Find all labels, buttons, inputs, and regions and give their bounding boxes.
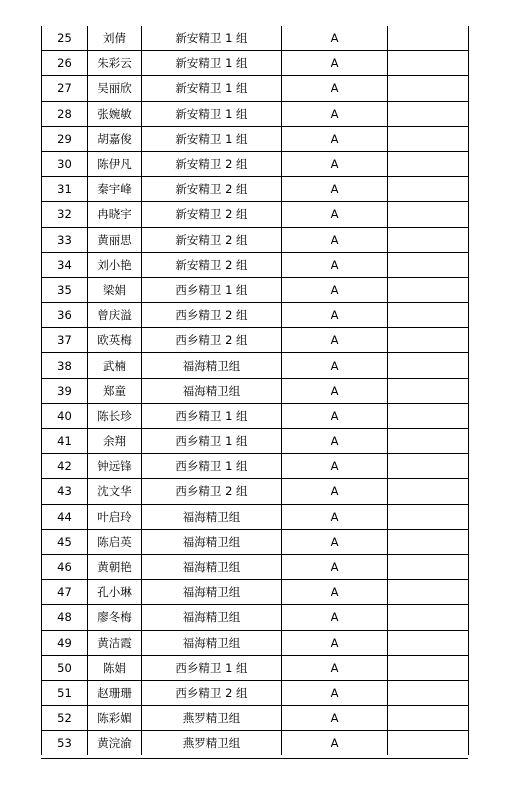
- person-name: 廖冬梅: [88, 605, 142, 630]
- grade: A: [282, 731, 388, 756]
- team-name: 福海精卫组: [142, 529, 282, 554]
- team-name: 西乡精卫 1 组: [142, 454, 282, 479]
- person-name: 赵珊珊: [88, 680, 142, 705]
- table-row: [42, 303, 469, 328]
- grade: A: [282, 403, 388, 428]
- grade: A: [282, 252, 388, 277]
- team-name: 福海精卫组: [142, 378, 282, 403]
- grade: A: [282, 580, 388, 605]
- person-name: 刘倩: [88, 26, 142, 51]
- grade: A: [282, 177, 388, 202]
- team-name: 西乡精卫 2 组: [142, 328, 282, 353]
- person-name: 张婉敏: [88, 101, 142, 126]
- table-row: [42, 101, 469, 126]
- table-row: [42, 630, 469, 655]
- table-bottom-border: [41, 758, 468, 759]
- table-row: [42, 227, 469, 252]
- note-cell: [388, 227, 469, 252]
- grade: A: [282, 353, 388, 378]
- row-number: 41: [42, 429, 88, 454]
- grade: A: [282, 504, 388, 529]
- person-name: 黄浣渝: [88, 731, 142, 756]
- note-cell: [388, 454, 469, 479]
- note-cell: [388, 177, 469, 202]
- person-name: 吴丽欣: [88, 76, 142, 101]
- team-name: 新安精卫 1 组: [142, 76, 282, 101]
- table-row: [42, 177, 469, 202]
- table-row: [42, 504, 469, 529]
- note-cell: [388, 277, 469, 302]
- team-name: 西乡精卫 2 组: [142, 303, 282, 328]
- team-name: 新安精卫 2 组: [142, 151, 282, 176]
- note-cell: [388, 378, 469, 403]
- row-number: 52: [42, 706, 88, 731]
- row-number: 34: [42, 252, 88, 277]
- row-number: 38: [42, 353, 88, 378]
- table-row: [42, 403, 469, 428]
- roster-table: [41, 26, 469, 755]
- grade: A: [282, 378, 388, 403]
- person-name: 胡嘉俊: [88, 126, 142, 151]
- row-number: 28: [42, 101, 88, 126]
- table-row: [42, 554, 469, 579]
- person-name: 朱彩云: [88, 51, 142, 76]
- team-name: 西乡精卫 2 组: [142, 479, 282, 504]
- table-row: [42, 76, 469, 101]
- note-cell: [388, 202, 469, 227]
- grade: A: [282, 227, 388, 252]
- table-row: [42, 277, 469, 302]
- table-row: [42, 378, 469, 403]
- note-cell: [388, 76, 469, 101]
- person-name: 余翔: [88, 429, 142, 454]
- person-name: 刘小艳: [88, 252, 142, 277]
- table-row: [42, 479, 469, 504]
- note-cell: [388, 252, 469, 277]
- note-cell: [388, 328, 469, 353]
- grade: A: [282, 605, 388, 630]
- row-number: 27: [42, 76, 88, 101]
- grade: A: [282, 529, 388, 554]
- row-number: 50: [42, 655, 88, 680]
- row-number: 46: [42, 554, 88, 579]
- table-row: [42, 126, 469, 151]
- person-name: 秦宇峰: [88, 177, 142, 202]
- note-cell: [388, 504, 469, 529]
- row-number: 25: [42, 26, 88, 51]
- roster-sheet: [41, 26, 468, 755]
- person-name: 黄丽思: [88, 227, 142, 252]
- row-number: 37: [42, 328, 88, 353]
- grade: A: [282, 126, 388, 151]
- note-cell: [388, 353, 469, 378]
- table-row: [42, 605, 469, 630]
- row-number: 31: [42, 177, 88, 202]
- person-name: 陈娟: [88, 655, 142, 680]
- team-name: 西乡精卫 2 组: [142, 680, 282, 705]
- note-cell: [388, 680, 469, 705]
- row-number: 44: [42, 504, 88, 529]
- team-name: 西乡精卫 1 组: [142, 429, 282, 454]
- note-cell: [388, 151, 469, 176]
- person-name: 叶启玲: [88, 504, 142, 529]
- note-cell: [388, 605, 469, 630]
- person-name: 黄洁霞: [88, 630, 142, 655]
- table-row: [42, 151, 469, 176]
- row-number: 29: [42, 126, 88, 151]
- grade: A: [282, 202, 388, 227]
- table-row: [42, 252, 469, 277]
- table-row: [42, 353, 469, 378]
- team-name: 福海精卫组: [142, 504, 282, 529]
- grade: A: [282, 706, 388, 731]
- grade: A: [282, 328, 388, 353]
- note-cell: [388, 529, 469, 554]
- grade: A: [282, 554, 388, 579]
- person-name: 黄朝艳: [88, 554, 142, 579]
- table-row: [42, 529, 469, 554]
- table-row: [42, 51, 469, 76]
- note-cell: [388, 429, 469, 454]
- team-name: 福海精卫组: [142, 605, 282, 630]
- note-cell: [388, 655, 469, 680]
- grade: A: [282, 101, 388, 126]
- team-name: 新安精卫 2 组: [142, 227, 282, 252]
- grade: A: [282, 303, 388, 328]
- grade: A: [282, 51, 388, 76]
- person-name: 陈伊凡: [88, 151, 142, 176]
- team-name: 福海精卫组: [142, 630, 282, 655]
- row-number: 30: [42, 151, 88, 176]
- team-name: 福海精卫组: [142, 554, 282, 579]
- table-row: [42, 580, 469, 605]
- row-number: 40: [42, 403, 88, 428]
- team-name: 西乡精卫 1 组: [142, 655, 282, 680]
- team-name: 福海精卫组: [142, 580, 282, 605]
- table-row: [42, 26, 469, 51]
- table-row: [42, 655, 469, 680]
- row-number: 53: [42, 731, 88, 756]
- note-cell: [388, 101, 469, 126]
- person-name: 冉晓宇: [88, 202, 142, 227]
- person-name: 陈启英: [88, 529, 142, 554]
- table-row: [42, 429, 469, 454]
- note-cell: [388, 26, 469, 51]
- person-name: 沈文华: [88, 479, 142, 504]
- note-cell: [388, 479, 469, 504]
- team-name: 福海精卫组: [142, 353, 282, 378]
- team-name: 燕罗精卫组: [142, 731, 282, 756]
- row-number: 33: [42, 227, 88, 252]
- team-name: 新安精卫 2 组: [142, 202, 282, 227]
- row-number: 45: [42, 529, 88, 554]
- note-cell: [388, 51, 469, 76]
- note-cell: [388, 554, 469, 579]
- grade: A: [282, 151, 388, 176]
- team-name: 燕罗精卫组: [142, 706, 282, 731]
- row-number: 47: [42, 580, 88, 605]
- note-cell: [388, 126, 469, 151]
- team-name: 新安精卫 2 组: [142, 177, 282, 202]
- team-name: 西乡精卫 1 组: [142, 403, 282, 428]
- note-cell: [388, 303, 469, 328]
- note-cell: [388, 580, 469, 605]
- row-number: 26: [42, 51, 88, 76]
- row-number: 51: [42, 680, 88, 705]
- row-number: 49: [42, 630, 88, 655]
- person-name: 郑童: [88, 378, 142, 403]
- grade: A: [282, 429, 388, 454]
- person-name: 孔小琳: [88, 580, 142, 605]
- grade: A: [282, 26, 388, 51]
- grade: A: [282, 277, 388, 302]
- person-name: 钟远锋: [88, 454, 142, 479]
- roster-table-body: [42, 26, 469, 755]
- team-name: 新安精卫 1 组: [142, 51, 282, 76]
- person-name: 陈长珍: [88, 403, 142, 428]
- row-number: 39: [42, 378, 88, 403]
- grade: A: [282, 655, 388, 680]
- note-cell: [388, 706, 469, 731]
- row-number: 35: [42, 277, 88, 302]
- team-name: 新安精卫 2 组: [142, 252, 282, 277]
- table-row: [42, 202, 469, 227]
- person-name: 陈彩媚: [88, 706, 142, 731]
- grade: A: [282, 76, 388, 101]
- table-row: [42, 680, 469, 705]
- note-cell: [388, 403, 469, 428]
- row-number: 43: [42, 479, 88, 504]
- table-row: [42, 706, 469, 731]
- person-name: 武楠: [88, 353, 142, 378]
- team-name: 西乡精卫 1 组: [142, 277, 282, 302]
- row-number: 32: [42, 202, 88, 227]
- person-name: 梁娟: [88, 277, 142, 302]
- grade: A: [282, 479, 388, 504]
- row-number: 42: [42, 454, 88, 479]
- note-cell: [388, 731, 469, 756]
- table-row: [42, 731, 469, 756]
- table-row: [42, 454, 469, 479]
- team-name: 新安精卫 1 组: [142, 126, 282, 151]
- grade: A: [282, 454, 388, 479]
- grade: A: [282, 680, 388, 705]
- table-row: [42, 328, 469, 353]
- person-name: 欧英梅: [88, 328, 142, 353]
- team-name: 新安精卫 1 组: [142, 101, 282, 126]
- team-name: 新安精卫 1 组: [142, 26, 282, 51]
- note-cell: [388, 630, 469, 655]
- grade: A: [282, 630, 388, 655]
- person-name: 曾庆溢: [88, 303, 142, 328]
- row-number: 36: [42, 303, 88, 328]
- row-number: 48: [42, 605, 88, 630]
